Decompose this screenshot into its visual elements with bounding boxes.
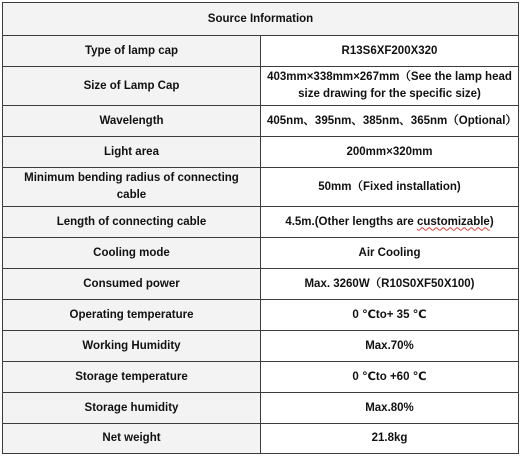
table-row [3,137,519,168]
row-label: Working Humidity [3,331,261,362]
row-value: 405nm、395nm、385nm、365nm（Optional） [261,106,519,137]
table-row [3,393,519,424]
table-row [3,106,519,137]
table-row [3,67,519,106]
table-row [3,238,519,269]
row-label: Minimum bending radius of connecting cable [3,168,261,207]
spellcheck-marked-word: customizable [416,215,490,228]
table-row [3,168,519,207]
table-row [3,362,519,393]
table-row [3,331,519,362]
row-label: Cooling mode [3,238,261,269]
row-value: Max. 3260W（R10S0XF50X100) [261,269,519,300]
row-label: Light area [3,137,261,168]
row-value: Max.80% [261,393,519,424]
row-value: 50mm（Fixed installation) [261,168,519,207]
row-label: Storage temperature [3,362,261,393]
row-value: Max.70% [261,331,519,362]
row-value: Air Cooling [261,238,519,269]
row-label: Size of Lamp Cap [3,67,261,106]
row-label: Consumed power [3,269,261,300]
table-row [3,300,519,331]
table-row [3,207,519,238]
table-row [3,36,519,67]
row-value: 21.8kg [261,424,519,454]
table-header: Source Information [3,3,519,36]
row-value: 403mm×338mm×267mm（See the lamp head size drawing for the specific size) [261,67,519,106]
row-value-start: 4.5m.(Other lengths are [285,215,417,228]
row-value-end: ) [489,215,494,228]
table-row [3,424,519,454]
source-information-table [2,2,519,454]
row-label: Wavelength [3,106,261,137]
row-value: 0 ℃to+ 35 ℃ [261,300,519,331]
row-value: 200mm×320mm [261,137,519,168]
row-value: 0 ℃to +60 ℃ [261,362,519,393]
table-header-row [3,3,519,36]
row-label: Operating temperature [3,300,261,331]
row-label: Length of connecting cable [3,207,261,238]
row-label: Type of lamp cap [3,36,261,67]
row-label: Net weight [3,424,261,454]
row-value [261,207,519,238]
row-value: R13S6XF200X320 [261,36,519,67]
row-label: Storage humidity [3,393,261,424]
table-row [3,269,519,300]
